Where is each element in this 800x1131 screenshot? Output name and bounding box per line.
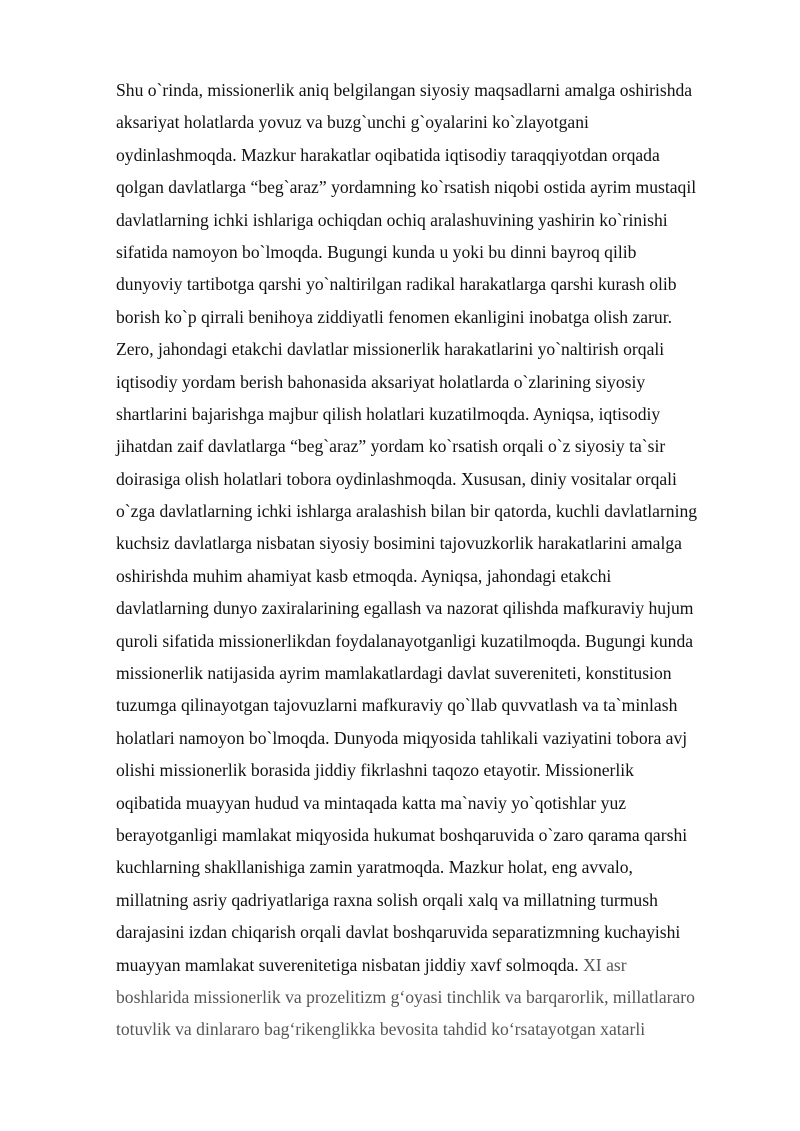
text-line-content: totuvlik va dinlararo bag‘rikenglikka bevosita tahdid ko‘rsatayotgan xatarli xyxy=(116,1019,646,1040)
text-line xyxy=(116,366,756,398)
text-line-content: aksariyat holatlarda yovuz va buzg`unchi g`oyalarini ko`zlayotgani xyxy=(116,112,589,133)
text-line-content: iqtisodiy yordam berish bahonasida aksariyat holatlarda o`zlarining siyosiy xyxy=(116,371,646,392)
text-line xyxy=(116,495,756,527)
text-line xyxy=(116,851,756,883)
text-line xyxy=(116,171,756,203)
text-line xyxy=(116,204,756,236)
text-line-content: borish ko`p qirrali benihoya ziddiyatli fenomen ekanligini inobatga olish zarur. xyxy=(116,306,673,327)
text-line-content: o`zga davlatlarning ichki ishlarga aralashish bilan bir qatorda, kuchli davlatlarning xyxy=(116,501,698,522)
text-line xyxy=(116,819,756,851)
text-line xyxy=(116,106,756,138)
text-line-content: Zero, jahondagi etakchi davlatlar missionerlik harakatlarini yo`naltirish orqali xyxy=(116,339,665,360)
text-line-content: davlatlarning ichki ishlariga ochiqdan ochiq aralashuvining yashirin ko`rinishi xyxy=(116,209,668,230)
text-line-content: doirasiga olish holatlari tobora oydinlashmoqda. Xususan, diniy vositalar orqali xyxy=(116,468,677,489)
text-line-content: Shu o`rinda, missionerlik aniq belgilangan siyosiy maqsadlarni amalga oshirishda xyxy=(116,80,693,100)
text-line-content: kuchlarning shakllanishiga zamin yaratmoqda. Mazkur holat, eng avvalo, xyxy=(116,857,633,878)
text-line-content: holatlari namoyon bo`lmoqda. Dunyoda miqyosida tahlikali vaziyatini tobora avj xyxy=(116,727,688,748)
text-line-content: dunyoviy tartibotga qarshi yo`naltirilgan radikal harakatlarga qarshi kurash olib xyxy=(116,274,677,295)
text-line xyxy=(116,689,756,721)
text-line xyxy=(116,268,756,300)
text-line xyxy=(116,301,756,333)
text-line xyxy=(116,74,756,106)
text-line xyxy=(116,787,756,819)
text-line xyxy=(116,236,756,268)
text-line-content: muayyan mamlakat suverenitetiga nisbatan jiddiy xavf solmoqda. xyxy=(116,954,579,975)
text-line xyxy=(116,722,756,754)
text-line xyxy=(116,981,756,1013)
text-line xyxy=(116,398,756,430)
text-line-content: oshirishda muhim ahamiyat kasb etmoqda. Ayniqsa, jahondagi etakchi xyxy=(116,565,612,586)
text-line xyxy=(116,139,756,171)
text-line-content: boshlarida missionerlik va prozelitizm g‘oyasi tinchlik va barqarorlik, millatlararo xyxy=(116,986,695,1007)
text-line xyxy=(116,625,756,657)
text-line-content: missionerlik natijasida ayrim mamlakatlardagi davlat suvereniteti, konstitusion xyxy=(116,663,672,684)
text-line-content: olishi missionerlik borasida jiddiy fikrlashni taqozo etayotir. Missionerlik xyxy=(116,760,634,781)
text-line-content: kuchsiz davlatlarga nisbatan siyosiy bosimini tajovuzkorlik harakatlarini amalga xyxy=(116,533,682,554)
text-line xyxy=(116,1013,756,1045)
text-line xyxy=(116,430,756,462)
text-line xyxy=(116,657,756,689)
text-line xyxy=(116,754,756,786)
text-line-content: qolgan davlatlarga “beg`araz” yordamning ko`rsatish niqobi ostida ayrim mustaqil xyxy=(116,177,697,198)
text-line xyxy=(116,333,756,365)
text-line xyxy=(116,527,756,559)
text-line xyxy=(116,560,756,592)
text-line-content: jihatdan zaif davlatlarga “beg`araz” yordam ko`rsatish orqali o`z siyosiy ta`sir xyxy=(116,436,666,457)
text-line-content: millatning asriy qadriyatlariga raxna solish orqali xalq va millatning turmush xyxy=(116,889,658,910)
text-line-content: shartlarini bajarishga majbur qilish holatlari kuzatilmoqda. Ayniqsa, iqtisodiy xyxy=(116,403,661,424)
text-line xyxy=(116,916,756,948)
text-line-content: oydinlashmoqda. Mazkur harakatlar oqibatida iqtisodiy taraqqiyotdan orqada xyxy=(116,144,660,165)
body-text xyxy=(116,74,756,1046)
text-line-content: davlatlarning dunyo zaxiralarining egallash va nazorat qilishda mafkuraviy hujum xyxy=(116,598,694,619)
text-line xyxy=(116,592,756,624)
text-line xyxy=(116,884,756,916)
text-line-content: sifatida namoyon bo`lmoqda. Bugungi kunda u yoki bu dinni bayroq qilib xyxy=(116,241,637,262)
text-line-tail: XI asr xyxy=(578,954,627,975)
text-line-content: tuzumga qilinayotgan tajovuzlarni mafkuraviy qo`llab quvvatlash va ta`minlash xyxy=(116,695,678,716)
text-line-content: quroli sifatida missionerlikdan foydalanayotganligi kuzatilmoqda. Bugungi kunda xyxy=(116,630,694,651)
text-line-content: berayotganligi mamlakat miqyosida hukumat boshqaruvida o`zaro qarama qarshi xyxy=(116,824,688,845)
text-line-content: darajasini izdan chiqarish orqali davlat boshqaruvida separatizmning kuchayishi xyxy=(116,922,681,943)
text-line xyxy=(116,949,756,981)
text-line-content: oqibatida muayyan hudud va mintaqada katta ma`naviy yo`qotishlar yuz xyxy=(116,792,627,813)
text-line xyxy=(116,463,756,495)
